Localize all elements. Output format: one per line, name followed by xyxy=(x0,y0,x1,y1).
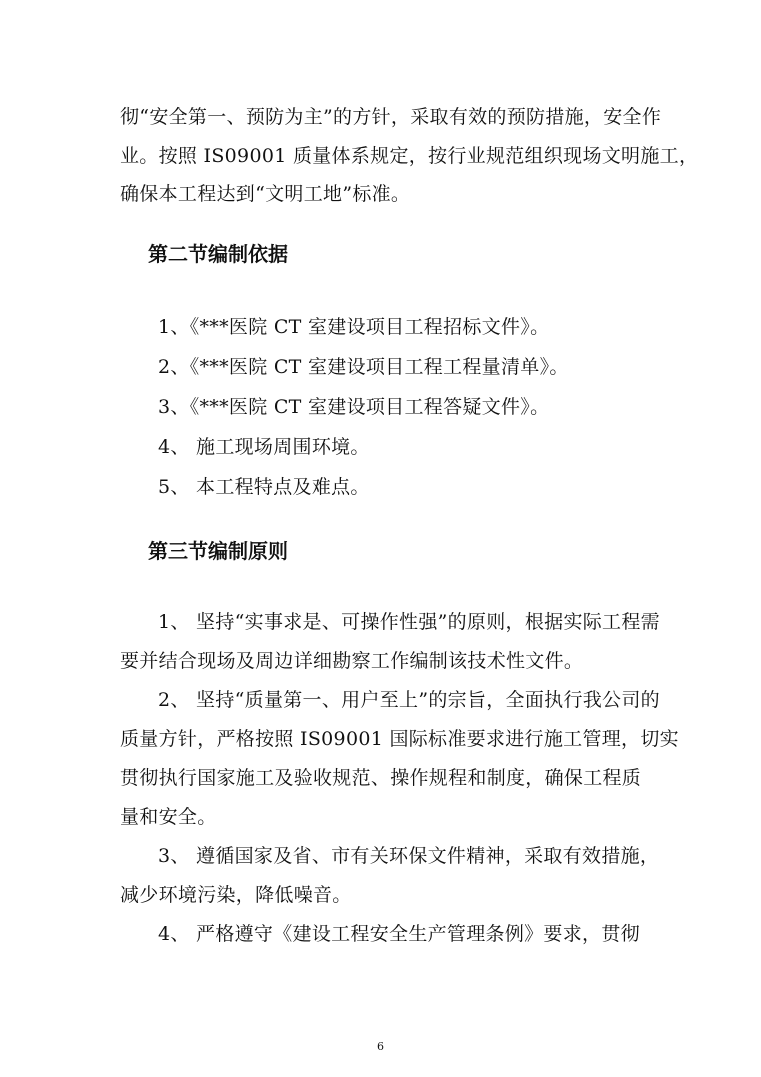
section-heading-basis: 第二节编制依据 xyxy=(148,242,288,266)
paragraph-line: 要并结合现场及周边详细勘察工作编制该技术性文件。 xyxy=(120,650,584,672)
intro-line-1: 彻“安全第一、预防为主”的方针，采取有效的预防措施，安全作 xyxy=(120,106,662,128)
paragraph-line: 2、 坚持“质量第一、用户至上”的宗旨，全面执行我公司的 xyxy=(158,689,660,711)
paragraph-line: 质量方针，严格按照 IS09001 国际标准要求进行施工管理，切实 xyxy=(120,728,679,750)
list-item: 5、 本工程特点及难点。 xyxy=(158,476,370,498)
paragraph-line: 4、 严格遵守《建设工程安全生产管理条例》要求，贯彻 xyxy=(158,923,640,945)
paragraph-line: 减少环境污染，降低噪音。 xyxy=(120,884,352,906)
list-item: 2、《***医院 CT 室建设项目工程工程量清单》。 xyxy=(158,356,569,378)
list-item: 1、《***医院 CT 室建设项目工程招标文件》。 xyxy=(158,316,550,338)
paragraph-line: 量和安全。 xyxy=(120,806,217,828)
intro-line-2: 业。按照 IS09001 质量体系规定，按行业规范组织现场文明施工， xyxy=(120,145,699,167)
paragraph-line: 3、 遵循国家及省、市有关环保文件精神，采取有效措施， xyxy=(158,845,660,867)
paragraph-line: 贯彻执行国家施工及验收规范、操作规程和制度，确保工程质 xyxy=(120,767,642,789)
section-heading-principles: 第三节编制原则 xyxy=(148,539,288,563)
paragraph-line: 1、 坚持“实事求是、可操作性强”的原则，根据实际工程需 xyxy=(158,611,660,633)
list-item: 3、《***医院 CT 室建设项目工程答疑文件》。 xyxy=(158,396,550,418)
list-item: 4、 施工现场周围环境。 xyxy=(158,436,370,458)
page-number: 6 xyxy=(377,1040,384,1053)
intro-line-3: 确保本工程达到“文明工地”标准。 xyxy=(120,183,411,205)
